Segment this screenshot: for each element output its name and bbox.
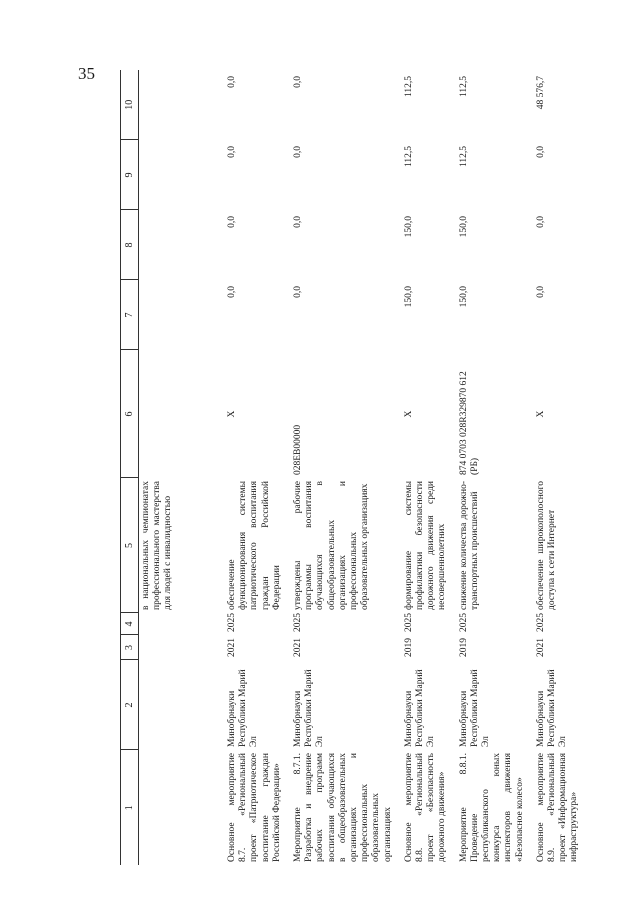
expected-result: обеспечение функционирования системы патриотического воспитания граждан Российской Федерации xyxy=(227,481,282,610)
executor: Минобрнауки Республики Марий Эл xyxy=(403,669,437,747)
executor: Минобрнауки Республики Марий Эл xyxy=(458,669,492,747)
table-row xyxy=(453,70,530,865)
rotated-table-container xyxy=(120,70,600,865)
end-year: 2025 xyxy=(458,613,469,632)
start-year: 2021 xyxy=(535,638,546,657)
column-header: 9 xyxy=(121,140,139,210)
value-col-7: 0,0 xyxy=(293,286,304,298)
value-col-9: 112,5 xyxy=(403,146,414,168)
value-col-10: 0,0 xyxy=(227,76,237,88)
activity-name: Мероприятие 8.8.1. Проведение республиканского конкурса юных инспекторов движения «Безопасное колесо» xyxy=(458,753,525,862)
budget-code: X xyxy=(227,410,237,418)
continuation-text: в национальных чемпионатах профессионального мастерства для людей с инвалидностью xyxy=(141,481,174,610)
column-header: 6 xyxy=(121,350,139,478)
continuation-row xyxy=(139,70,222,865)
table-row xyxy=(287,70,398,865)
expected-result: формирование системы профилактики безопасности дорожного движения среди несовершеннолетних xyxy=(403,481,448,610)
budget-code: 028EB00000 xyxy=(293,424,304,475)
executor: Минобрнауки Республики Марий Эл xyxy=(535,669,569,747)
budget-code: 874 0703 028R329870 612 (РБ) xyxy=(458,371,480,475)
budget-code: X xyxy=(535,410,546,418)
activity-name: Основное мероприятие 8.7. «Региональный проект «Патриотическое воспитание граждан Российской Федерации» xyxy=(227,753,282,862)
value-col-9: 0,0 xyxy=(227,146,237,158)
column-header: 7 xyxy=(121,280,139,350)
activity-name: Основное мероприятие 8.8. «Региональный проект «Безопасность дорожного движения» xyxy=(403,753,448,862)
activity-name: Мероприятие 8.7.1. Разработка и внедрение рабочих программ воспитания обучающихся в общеобразовательных организациях и профессиональных образовательных организациях xyxy=(293,753,393,862)
value-col-9: 112,5 xyxy=(458,146,469,168)
column-header: 3 xyxy=(121,635,139,660)
start-year: 2019 xyxy=(458,638,469,657)
budget-code: X xyxy=(403,410,414,418)
page-number: 35 xyxy=(78,64,95,83)
column-header-row xyxy=(121,70,139,865)
expected-result: утверждены рабочие программы воспитания обучающихся в общеобразовательных организациях и профессиональных образовательных организациях xyxy=(293,481,371,610)
executor: Минобрнауки Республики Марий Эл xyxy=(293,669,326,747)
value-col-10: 0,0 xyxy=(293,76,304,88)
value-col-10: 48 576,7 xyxy=(535,76,546,110)
value-col-9: 0,0 xyxy=(293,146,304,158)
value-col-10: 112,5 xyxy=(403,76,414,98)
value-col-8: 150,0 xyxy=(403,216,414,238)
table-row xyxy=(398,70,453,865)
activity-name: Основное мероприятие 8.9. «Региональный проект «Информационная инфраструктура» xyxy=(535,753,580,862)
expected-result: обеспечение широкополосного доступа к сети Интернет xyxy=(535,481,558,610)
program-activities-table xyxy=(120,70,585,865)
start-year: 2021 xyxy=(227,638,237,657)
value-col-8: 0,0 xyxy=(535,216,546,228)
column-header: 4 xyxy=(121,613,139,635)
value-col-10: 112,5 xyxy=(458,76,469,98)
end-year: 2025 xyxy=(403,613,414,632)
column-header: 5 xyxy=(121,478,139,613)
column-header: 2 xyxy=(121,660,139,750)
executor: Минобрнауки Республики Марий Эл xyxy=(227,669,260,747)
column-header: 1 xyxy=(121,750,139,865)
start-year: 2019 xyxy=(403,638,414,657)
expected-result: снижение количества дорожно-транспортных происшествий xyxy=(458,481,480,610)
value-col-7: 150,0 xyxy=(403,286,414,308)
value-col-7: 0,0 xyxy=(227,286,237,298)
value-col-8: 150,0 xyxy=(458,216,469,238)
table-row xyxy=(530,70,585,865)
value-col-8: 0,0 xyxy=(293,216,304,228)
end-year: 2025 xyxy=(227,613,237,632)
column-header: 8 xyxy=(121,210,139,280)
value-col-9: 0,0 xyxy=(535,146,546,158)
table-row xyxy=(221,70,287,865)
column-header: 10 xyxy=(121,70,139,140)
start-year: 2021 xyxy=(293,638,304,657)
end-year: 2025 xyxy=(535,613,546,632)
value-col-7: 0,0 xyxy=(535,286,546,298)
value-col-8: 0,0 xyxy=(227,216,237,228)
end-year: 2025 xyxy=(293,613,304,632)
value-col-7: 150,0 xyxy=(458,286,469,308)
